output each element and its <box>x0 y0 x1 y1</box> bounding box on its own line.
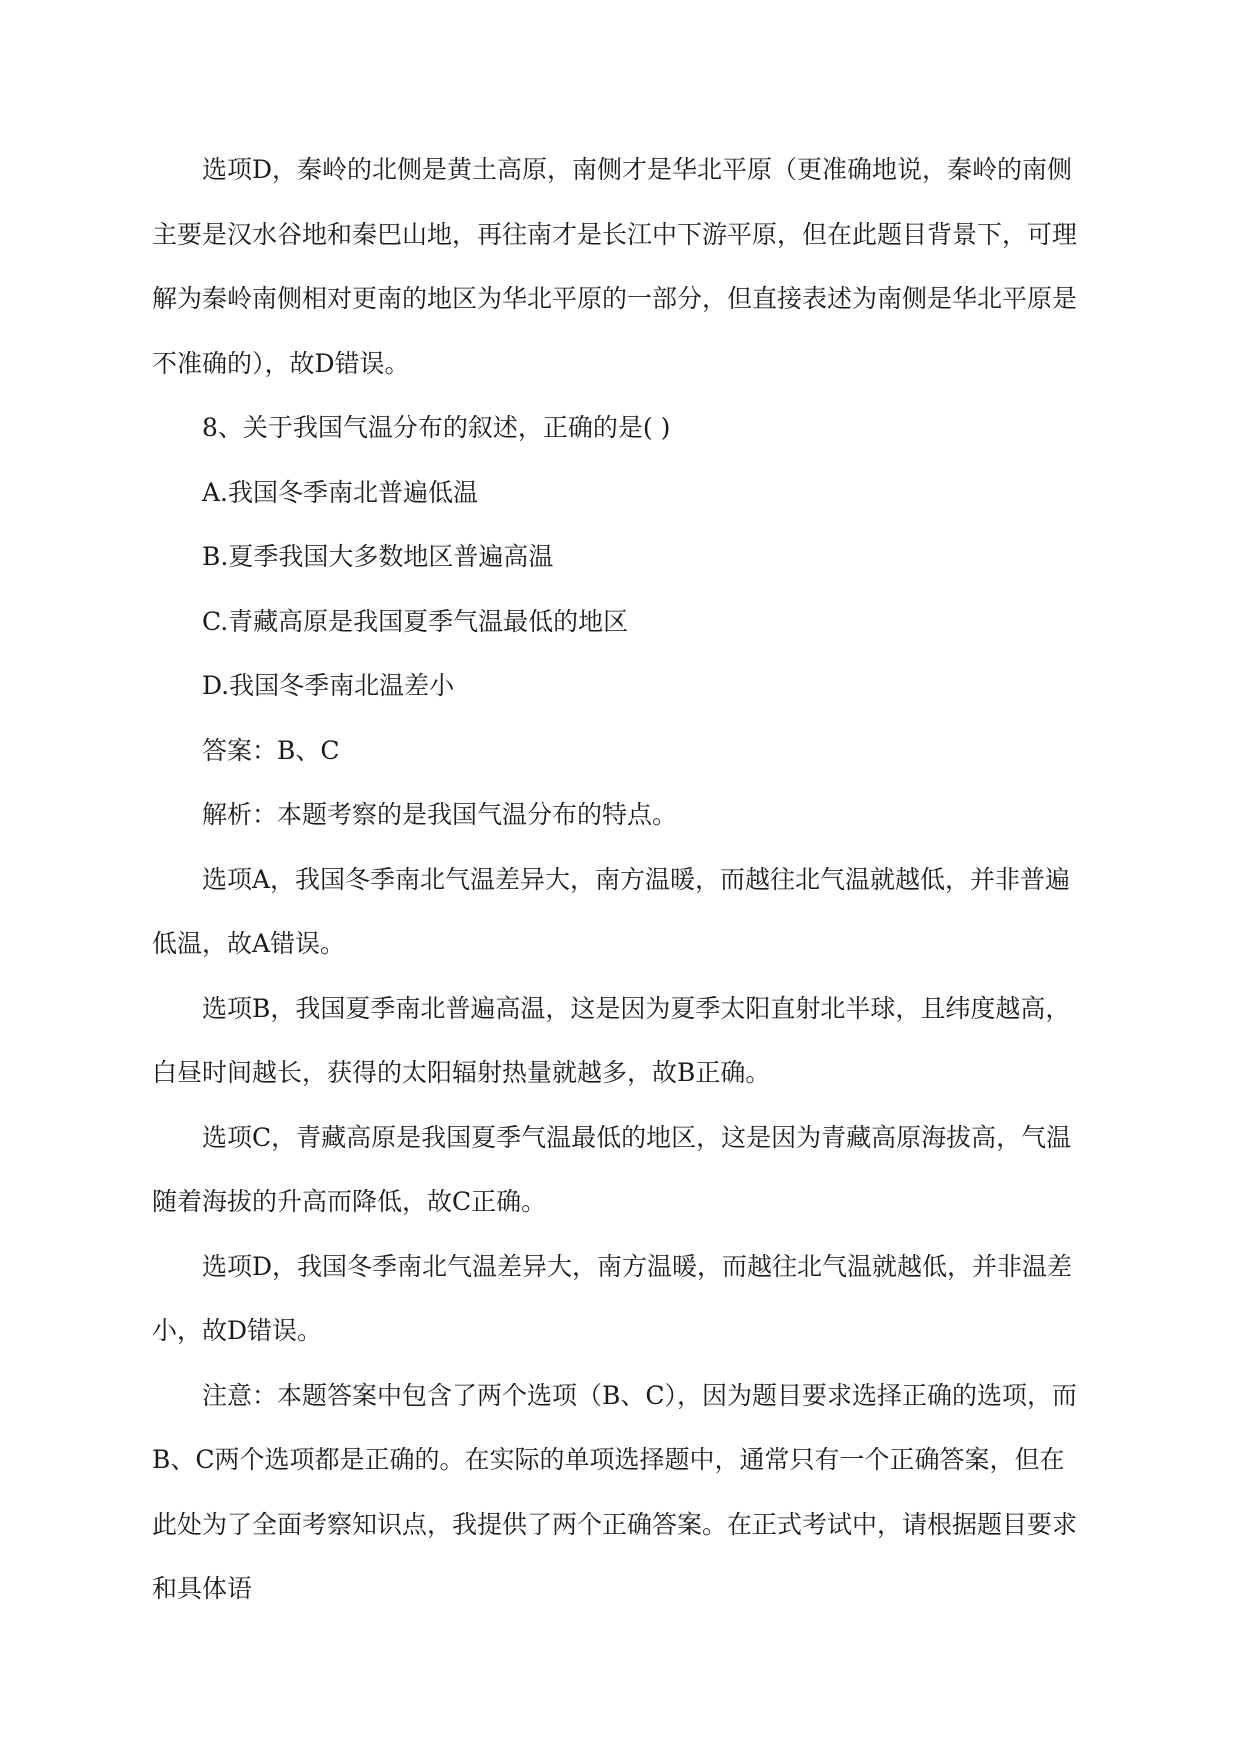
analysis-option-d: 选项D，我国冬季南北气温差异大，南方温暖，而越往北气温就越低，并非温差小，故D错误。 <box>152 1251 1073 1345</box>
choice-c: C.青藏高原是我国夏季气温最低的地区 <box>202 606 629 636</box>
analysis-option-c: 选项C，青藏高原是我国夏季气温最低的地区，这是因为青藏高原海拔高，气温随着海拔的升高而降低，故C正确。 <box>152 1122 1072 1216</box>
document-body <box>152 138 1088 1622</box>
analysis-option-b: 选项B，我国夏季南北普遍高温，这是因为夏季太阳直射北半球，且纬度越高，白昼时间越长，获得的太阳辐射热量就越多，故B正确。 <box>152 993 1071 1087</box>
question-8: 8、关于我国气温分布的叙述，正确的是( ) <box>202 413 671 442</box>
answer: 答案：B、C <box>202 735 340 765</box>
choice-d: D.我国冬季南北温差小 <box>202 671 455 700</box>
analysis-option-a: 选项A，我国冬季南北气温差异大，南方温暖，而越往北气温就越低，并非普遍低温，故A错误。 <box>152 864 1071 958</box>
choice-a: A.我国冬季南北普遍低温 <box>202 477 479 507</box>
note-paragraph: 注意：本题答案中包含了两个选项（B、C），因为题目要求选择正确的选项，而B、C两个选项都是正确的。在实际的单项选择题中，通常只有一个正确答案，但在此处为了全面考察知识点，我提供了两个正确答案。在正式考试中，请根据题目要求和具体语 <box>152 1380 1078 1603</box>
choice-b: B.夏季我国大多数地区普遍高温 <box>202 542 554 571</box>
analysis-intro: 解析：本题考察的是我国气温分布的特点。 <box>202 800 678 829</box>
paragraph-option-d-qinling: 选项D，秦岭的北侧是黄土高原，南侧才是华北平原（更准确地说，秦岭的南侧主要是汉水谷地和秦巴山地，再往南才是长江中下游平原，但在此题目背景下，可理解为秦岭南侧相对更南的地区为华北平原的一部分，但直接表述为南侧是华北平原是不准确的），故D错误。 <box>152 155 1078 378</box>
